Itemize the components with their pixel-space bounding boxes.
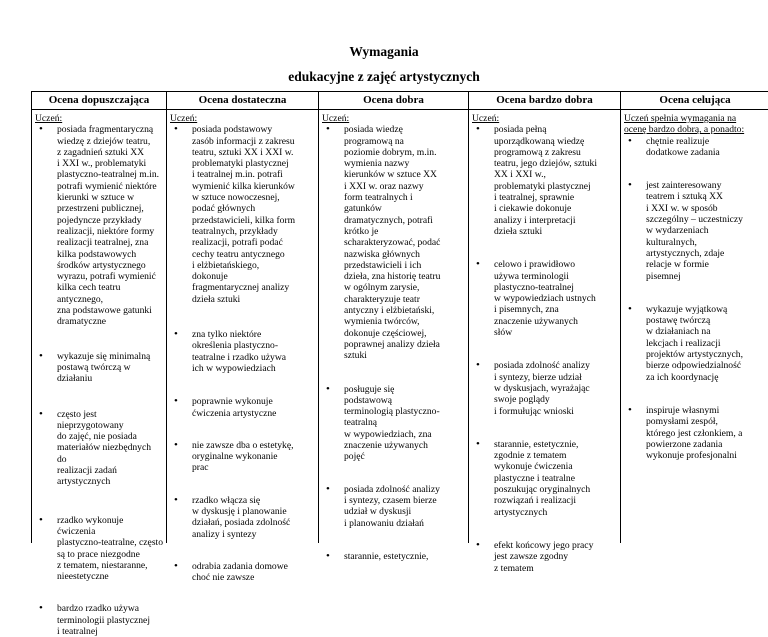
column-intro: Uczeń spełnia wymagania na ocenę bardzo dobrą, a ponadto:	[624, 113, 745, 136]
column-intro: Uczeń:	[35, 113, 63, 124]
list-item: • chętnie realizuje dodatkowe zadania	[624, 136, 766, 159]
column-bardzo-dobra	[469, 92, 621, 574]
list-item: • wykazuje wyjątkową postawę twórczą w działaniach na lekcjach i realizacji projektów artystycznych, bierze odpowiedzialność za ich koordynację	[624, 304, 766, 383]
list-item: • posiada podstawowy zasób informacji z zakresu teatru, sztuki XX i XXI w. problematyki plastycznej i teatralnej m.in. potrafi wymienić kilka kierunków w sztuce nowoczesnej, podać głównych przedstawicieli, kilka form teatralnych, przykłady realizacji, potrafi podać cechy teatru antycznego i elżbietańskiego, dokonuje fragmentarycznej analizy dzieła sztuki	[170, 124, 315, 305]
requirements-table	[31, 91, 768, 637]
list-item: • jest zainteresowany teatrem i sztuką XX i XXI w. w sposób szczególny – uczestniczy w wydarzeniach kulturalnych, artystycznych, zdaje relacje w formie pisemnej	[624, 180, 766, 282]
column-header: Ocena bardzo dobra	[469, 92, 620, 110]
list-item: • posiada wiedzę programową na poziomie dobrym, m.in. wymienia nazwy kierunków w sztuce XX i XXI w. oraz nazwy form teatralnych i gatunków dramatycznych, potrafi krótko je scharakteryzować, podać nazwiska głównych przedstawicieli i ich dzieła, zna historię teatru w ogólnym zarysie, charakteryzuje teatr antyczny i elżbietański, wymienia twórców, dokonuje częściowej, poprawnej analizy dzieła sztuki	[322, 124, 465, 361]
list-item: • efekt końcowy jego pracy jest zawsze zgodny z tematem	[472, 540, 617, 574]
column-intro: Uczeń:	[472, 113, 500, 124]
list-item: • posiada fragmentaryczną wiedzę z dziejów teatru, z zagadnień sztuki XX i XXI w., problematyki plastyczno-teatralnej m.in. potrafi wymienić niektóre kierunki w sztuce w przestrzeni publicznej, pojedyncze przykłady realizacji, niektóre formy realizacji teatralnej, zna kilka podstawowych środków artystycznego wyrazu, potrafi wymienić kilka cech teatru antycznego, zna podstawowe gatunki dramatyczne	[35, 124, 163, 327]
list-item: • starannie, estetycznie, zgodnie z tematem wykonuje ćwiczenia plastyczne i teatralne poszukując oryginalnych rozwiązań i realizacji artystycznych	[472, 439, 617, 518]
column-header: Ocena dopuszczająca	[32, 92, 166, 110]
list-item: • odrabia zadania domowe choć nie zawsze	[170, 561, 315, 584]
page-title: Wymagania	[349, 44, 419, 59]
column-intro: Uczeń:	[322, 113, 350, 124]
column-dopuszczajaca	[32, 92, 167, 637]
list-item: • rzadko wykonuje ćwiczenia plastyczno-teatralne, często są to prace niezgodne z tematem, niestaranne, nieestetyczne	[35, 515, 163, 583]
list-item: • posiada zdolność analizy i syntezy, bierze udział w dyskusjach, wyrażając swoje poglądy i formułując wnioski	[472, 360, 617, 416]
list-item: • posiada pełną uporządkowaną wiedzę programową z zakresu teatru, jego dziejów, sztuki XX i XXI w., problematyki plastycznej i teatralnej, sprawnie i ciekawie dokonuje analizy i interpretacji dzieła sztuki	[472, 124, 617, 237]
list-item: • posługuje się podstawową terminologią plastyczno- teatralną w wypowiedziach, zna znaczenie używanych pojęć	[322, 384, 465, 463]
list-item: • celowo i prawidłowo używa terminologii plastyczno-teatralnej w wypowiedziach ustnych i pisemnych, zna znaczenie używanych słów	[472, 259, 617, 338]
list-item: • nie zawsze dba o estetykę, oryginalne wykonanie prac	[170, 440, 315, 474]
list-item: • często jest nieprzygotowany do zajęć, nie posiada materiałów niezbędnych do realizacji zadań artystycznych	[35, 409, 163, 488]
column-header: Ocena celująca	[621, 92, 768, 110]
column-intro: Uczeń:	[170, 113, 198, 124]
list-item: • zna tylko niektóre określenia plastyczno- teatralne i rzadko używa ich w wypowiedziach	[170, 329, 315, 374]
list-item: • starannie, estetycznie,	[322, 551, 465, 562]
list-item: • bardzo rzadko używa terminologii plastycznej i teatralnej	[35, 603, 163, 637]
list-item: • wykazuje się minimalną postawą twórczą w działaniu	[35, 351, 163, 385]
list-item: • poprawnie wykonuje ćwiczenia artystyczne	[170, 396, 315, 419]
column-celujaca	[621, 92, 768, 543]
column-dobra	[319, 92, 469, 562]
column-dostateczna	[167, 92, 319, 584]
list-item: • posiada zdolność analizy i syntezy, czasem bierze udział w dyskusji i planowaniu działań	[322, 484, 465, 529]
column-header: Ocena dostateczna	[167, 92, 318, 110]
list-item: • rzadko włącza się w dyskusję i planowanie działań, posiada zdolność analizy i syntezy	[170, 495, 315, 540]
list-item: • inspiruje własnymi pomysłami zespół, którego jest członkiem, a powierzone zadania wykonuje profesjonalni	[624, 405, 766, 461]
column-header: Ocena dobra	[319, 92, 468, 110]
page-subtitle: edukacyjne z zajęć artystycznych	[288, 69, 480, 84]
